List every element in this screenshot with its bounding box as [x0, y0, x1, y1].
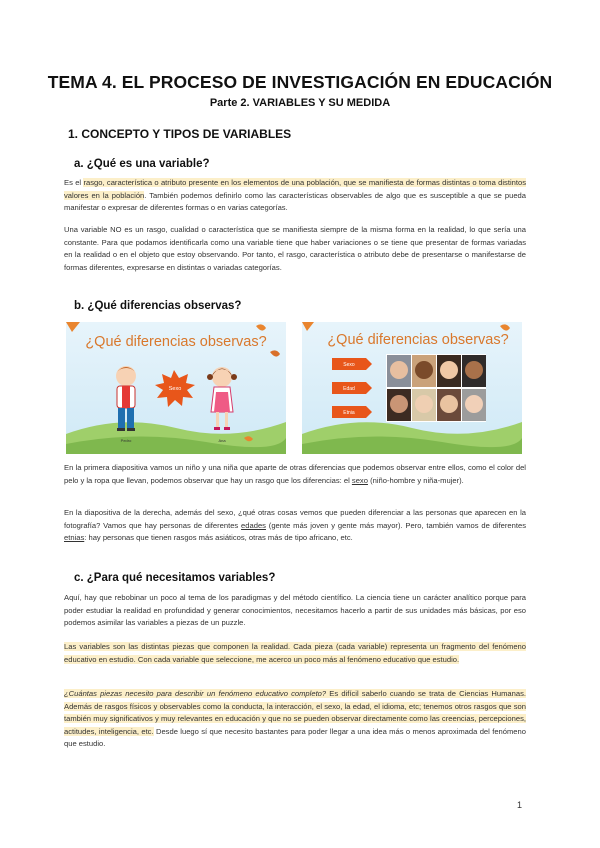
term-etnias: etnias [64, 533, 85, 543]
faces-photo-grid [386, 354, 486, 422]
svg-text:Etnia: Etnia [343, 410, 355, 416]
label-arrow-edad [332, 382, 372, 394]
paragraph-definicion: Es el rasgo, característica o atributo presente en los elementos de una población, que se manifiesta de formas distintas o toma distintos valores en la población. También podemos definirlo como las características observables de algo que es susceptible a que se pueda manifestar o expresar de diferentes formas o en varias categorías. [64, 178, 526, 213]
slide-nino-nina [66, 322, 286, 454]
boy-label: Pedro [120, 438, 132, 443]
paragraph-segunda-diapositiva: En la diapositiva de la derecha, además del sexo, ¿qué otras cosas vemos que pueden diferenciar a las personas que aparecen en la fotografía? Vamos que hay personas de diferentes edades (gente más joven y gente más mayor). Pero, también vamos de diferentes etnias: hay personas que tienen rasgos más asiáticos, otras más de tipo africano, etc. [64, 508, 527, 543]
slide2-title: ¿Qué diferencias observas? [327, 332, 509, 348]
label-arrow-etnia [332, 406, 372, 418]
slide1-title: ¿Qué diferencias observas? [85, 334, 267, 350]
subheading-para-que: c. ¿Para qué necesitamos variables? [74, 572, 276, 584]
page-number: 1 [516, 800, 522, 810]
subheading-diferencias: b. ¿Qué diferencias observas? [74, 300, 242, 312]
section-heading-concepto: 1. CONCEPTO Y TIPOS DE VARIABLES [68, 127, 292, 141]
paragraph-primera-diapositiva: En la primera diapositiva vamos un niño y una niña que aparte de otras diferencias que podemos observar entre ellos, como el color del pelo y la ropa que llevan, podemos observar que hay un rasgo que los diferencias: el sexo (niño-hombre y niña-mujer). [64, 463, 526, 485]
label-arrow-sexo [332, 358, 372, 370]
paragraph-cuantas-piezas: ¿Cuántas piezas necesito para describir un fenómeno educativo completo? Es difícil saberlo cuando se trata de Ciencias Humanas. Además de rasgos físicos y observables como la conducta, la interacción, el sexo, la edad, el idioma, etc; tenemos otros rasgos que son también muy significativos y muy relevantes en educación y que no se pueden observar directamente como las creencias, percepciones, actitudes, inteligencia, etc. Desde luego sí que necesito bastantes para poder llegar a una idea más o menos aproximada del fenómeno que estudio. [64, 689, 526, 749]
paragraph-no-constante: Una variable NO es un rasgo, cualidad o característica que se manifiesta siempre de la misma forma en la realidad, lo que sería una constante. Para que podamos identificarla como una variable tiene que haber variaciones o se tiene que presentar de formas variadas en la realidad o en el objeto que estoy observando. Por tanto, el rasgo, característica o atributo debe de presentarse o manifestarse de formas diferentes, expresarse en distintas o variadas categorías. [64, 225, 526, 272]
paragraph-puzzle: Aquí, hay que rebobinar un poco al tema de los paradigmas y del método científico. La ciencia tiene un carácter analítico porque para poder estudiar la realidad en profundidad y generar conocimientos, necesitamos hacerlo a partir de sus unidades más básicas, por eso podemos asimilar las variables a piezas de un puzzle. [64, 593, 526, 628]
highlight-definicion: rasgo, característica o atributo presente en los elementos de una población, que se manifiesta de formas distintas o toma distintos valores en la población [64, 178, 526, 200]
term-sexo: sexo [351, 475, 368, 485]
subheading-que-es-variable: a. ¿Qué es una variable? [74, 158, 210, 170]
document-subtitle: Parte 2. VARIABLES Y SU MEDIDA [209, 97, 391, 109]
question-cuantas-piezas: ¿Cuántas piezas necesito para describir un fenómeno educativo completo? [64, 689, 327, 698]
slide-personas [302, 322, 522, 454]
paragraph-piezas: Las variables son las distintas piezas que componen la realidad. Cada pieza (cada variable) representa un fragmento del fenómeno educativo en estudio. Con cada variable que seleccione, me acerco un poco más al fenómeno educativo que estudio. [64, 642, 526, 664]
girl-label: Ana [218, 438, 226, 443]
svg-text:Sexo: Sexo [343, 362, 355, 368]
svg-text:Edad: Edad [343, 386, 355, 392]
term-edades: edades [241, 520, 266, 530]
document-title: TEMA 4. EL PROCESO DE INVESTIGACIÓN EN EDUCACIÓN [47, 72, 553, 92]
burst-label: Sexo [168, 386, 182, 392]
